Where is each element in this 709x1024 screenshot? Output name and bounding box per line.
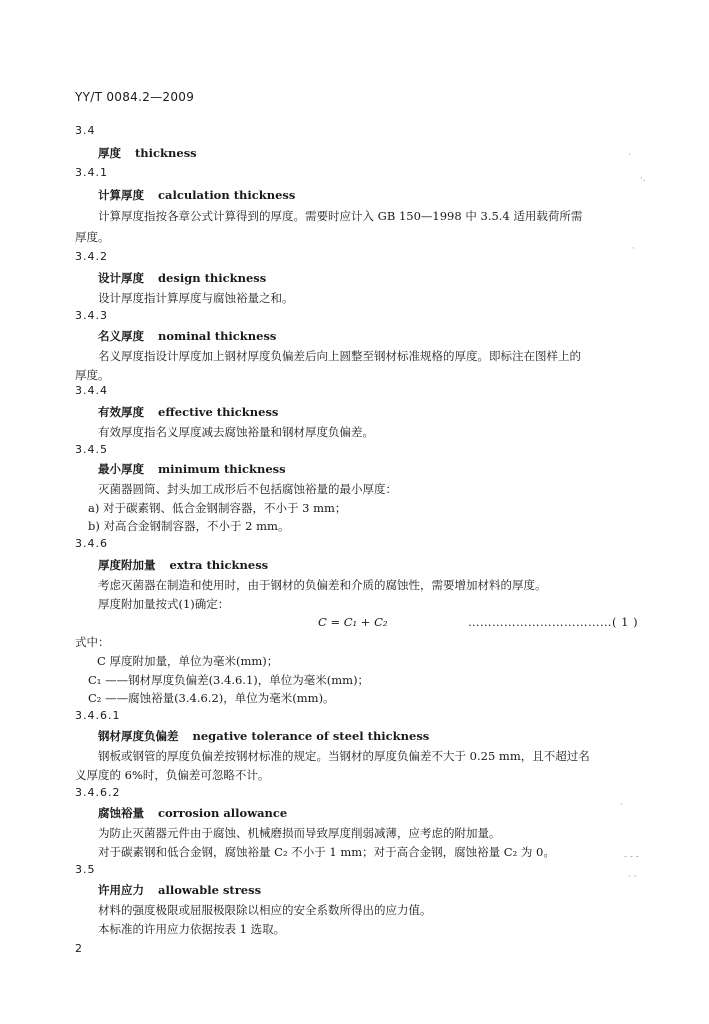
term-en: negative tolerance of steel thickness — [192, 729, 430, 743]
paragraph: 本标准的许用应力依据按表 1 选取。 — [98, 922, 286, 936]
term-heading — [98, 404, 278, 420]
paragraph-continuation: 厚度。 — [75, 368, 110, 382]
page-number: 2 — [75, 942, 82, 955]
variable-definition: C 厚度附加量，单位为毫米(mm)； — [97, 654, 279, 668]
scan-speck: · — [632, 244, 635, 254]
section-number: 3.4 — [75, 124, 96, 137]
term-cn: 钢材厚度负偏差 — [98, 729, 179, 743]
paragraph: 对于碳素钢和低合金钢，腐蚀裕量 C₂ 不小于 1 mm；对于高合金钢，腐蚀裕量 C₂ 为 0。 — [98, 845, 555, 859]
term-cn: 计算厚度 — [98, 188, 144, 202]
paragraph: 钢板或钢管的厚度负偏差按钢材标准的规定。当钢材的厚度负偏差不大于 0.25 mm，且不超过名 — [98, 749, 590, 763]
section-number: 3.4.6.2 — [75, 786, 121, 799]
section-number: 3.4.1 — [75, 166, 108, 179]
scan-speck: · — [628, 150, 631, 160]
term-en: effective thickness — [158, 405, 279, 419]
standard-code: YY/T 0084.2—2009 — [75, 90, 195, 104]
section-number: 3.4.5 — [75, 443, 108, 456]
paragraph: 厚度附加量按式(1)确定： — [98, 597, 230, 611]
paragraph-continuation: 厚度。 — [75, 230, 110, 244]
term-en: nominal thickness — [158, 329, 277, 343]
scan-speck: · — [620, 800, 623, 810]
term-en: allowable stress — [158, 883, 262, 897]
section-number: 3.4.3 — [75, 309, 108, 322]
paragraph-continuation: 义厚度的 6%时，负偏差可忽略不计。 — [75, 768, 270, 782]
paragraph: 计算厚度指按各章公式计算得到的厚度。需要时应计入 GB 150—1998 中 3.5.4 适用载荷所需 — [98, 209, 583, 223]
variable-definition: C₂ ——腐蚀裕量(3.4.6.2)，单位为毫米(mm)。 — [88, 691, 335, 705]
paragraph: 考虑灭菌器在制造和使用时，由于钢材的负偏差和介质的腐蚀性，需要增加材料的厚度。 — [98, 578, 547, 592]
list-item: a) 对于碳素钢、低合金钢制容器，不小于 3 mm； — [88, 501, 347, 515]
term-heading — [98, 557, 268, 573]
term-heading — [98, 805, 287, 821]
term-cn: 最小厚度 — [98, 462, 144, 476]
section-number: 3.4.2 — [75, 250, 108, 263]
scan-speck: · · — [628, 872, 637, 882]
term-cn: 名义厚度 — [98, 329, 144, 343]
term-cn: 有效厚度 — [98, 405, 144, 419]
paragraph: 材料的强度极限或屈服极限除以相应的安全系数所得出的应力值。 — [98, 903, 432, 917]
term-cn: 许用应力 — [98, 883, 144, 897]
variable-definition: C₁ ——钢材厚度负偏差(3.4.6.1)，单位为毫米(mm)； — [88, 673, 370, 687]
paragraph: 灭菌器圆筒、封头加工成形后不包括腐蚀裕量的最小厚度： — [98, 482, 397, 496]
equation: C = C₁ + C₂ — [318, 615, 388, 629]
term-cn: 腐蚀裕量 — [98, 806, 144, 820]
term-heading — [98, 882, 261, 898]
section-number: 3.4.6.1 — [75, 709, 121, 722]
list-item: b) 对高合金钢制容器，不小于 2 mm。 — [88, 519, 290, 533]
paragraph: 为防止灭菌器元件由于腐蚀、机械磨损而导致厚度削弱减薄，应考虑的附加量。 — [98, 826, 501, 840]
term-cn: 厚度附加量 — [98, 558, 156, 572]
term-heading — [98, 328, 276, 344]
term-heading — [98, 187, 295, 203]
scan-speck: - - - — [624, 852, 639, 862]
term-cn: 设计厚度 — [98, 271, 144, 285]
term-en: extra thickness — [169, 558, 269, 572]
paragraph: 设计厚度指计算厚度与腐蚀裕量之和。 — [98, 291, 294, 305]
where-label: 式中： — [75, 635, 110, 649]
section-number: 3.4.4 — [75, 384, 108, 397]
term-en: minimum thickness — [158, 462, 286, 476]
term-en: corrosion allowance — [158, 806, 288, 820]
term-heading — [98, 270, 266, 286]
scan-speck: ·. — [640, 174, 646, 184]
term-en: thickness — [135, 146, 197, 160]
term-heading — [98, 461, 286, 477]
section-number: 3.4.6 — [75, 537, 108, 550]
term-en: calculation thickness — [158, 188, 296, 202]
paragraph: 名义厚度指设计厚度加上钢材厚度负偏差后向上圆整至钢材标准规格的厚度。即标注在图样上的 — [98, 349, 581, 363]
term-en: design thickness — [158, 271, 267, 285]
term-heading — [98, 728, 429, 744]
term-heading — [98, 145, 197, 161]
equation-number: ………………………………( 1 ) — [468, 615, 639, 629]
section-number: 3.5 — [75, 863, 96, 876]
paragraph: 有效厚度指名义厚度减去腐蚀裕量和钢材厚度负偏差。 — [98, 425, 374, 439]
term-cn: 厚度 — [98, 146, 121, 160]
